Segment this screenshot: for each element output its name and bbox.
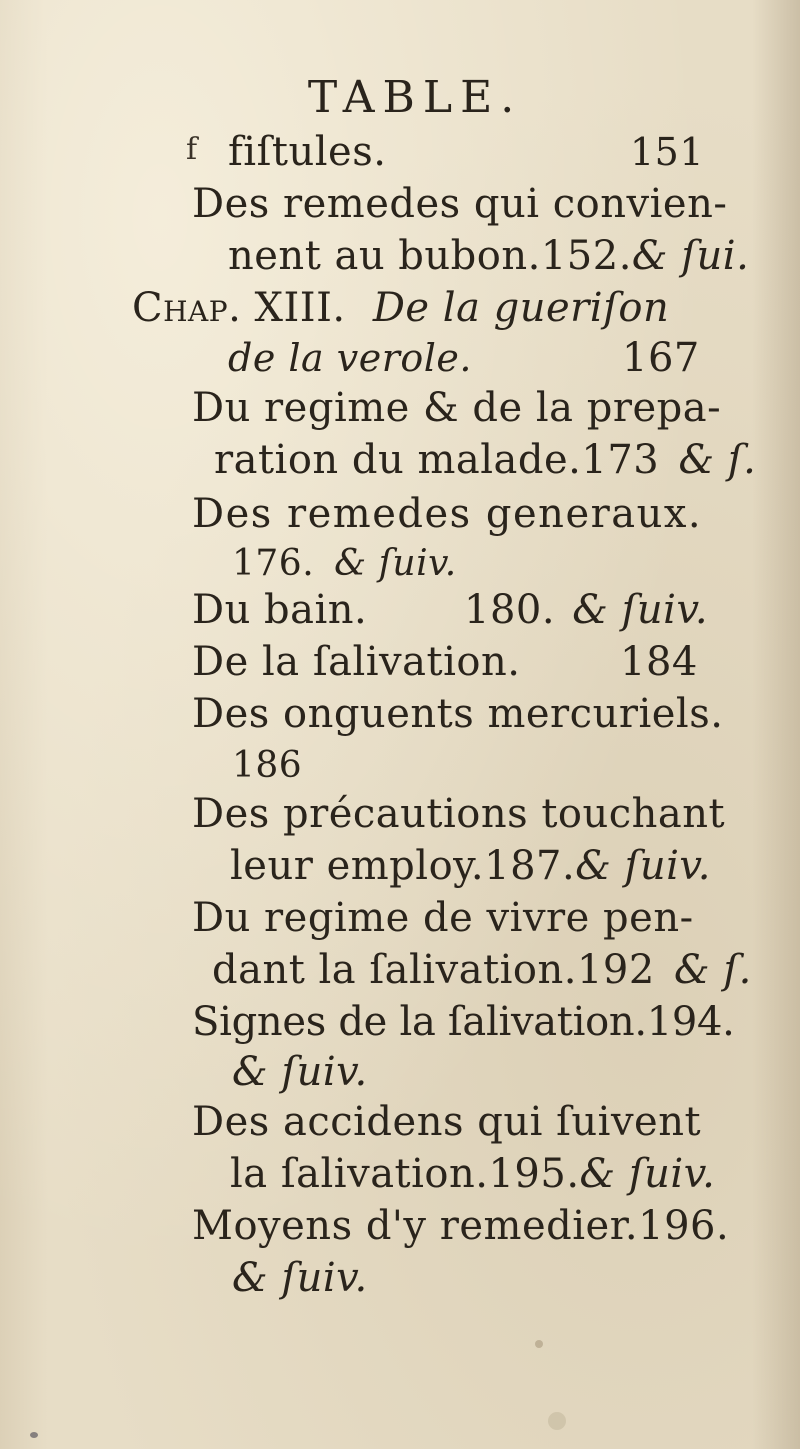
toc-line-21 bbox=[230, 1150, 715, 1198]
entry-text: fiſtules. bbox=[228, 129, 387, 175]
toc-line-2: Des remedes qui convien- bbox=[192, 181, 728, 227]
entry-suite: & ſ. bbox=[674, 947, 752, 993]
page-header: TABLE. bbox=[307, 72, 523, 123]
page-number-11: 184 bbox=[620, 639, 698, 685]
toc-line-3 bbox=[228, 232, 749, 280]
toc-chapter-heading bbox=[132, 284, 669, 332]
entry-suite: & ſuiv. bbox=[575, 843, 711, 889]
toc-line-9 bbox=[232, 540, 457, 588]
page-number-1: 151 bbox=[630, 130, 705, 174]
toc-line-13: 186 bbox=[232, 745, 303, 786]
entry-text: nent au bubon.152. bbox=[228, 233, 632, 279]
paper-stain bbox=[548, 1412, 566, 1430]
entry-text: ration du malade.173 bbox=[214, 437, 660, 483]
toc-line-10: Du bain. bbox=[192, 587, 368, 633]
entry-text: dant la ſalivation.192 bbox=[212, 947, 655, 993]
toc-line-22: Moyens d'y remedier.196. bbox=[192, 1203, 730, 1249]
toc-line-14: Des précautions touchant bbox=[192, 791, 726, 837]
toc-line-5: de la verole. bbox=[228, 336, 472, 380]
entry-text: la ſalivation.195. bbox=[230, 1151, 580, 1197]
toc-line-6: Du regime & de la prepa- bbox=[192, 385, 722, 431]
entry-text: leur employ.187. bbox=[230, 843, 576, 889]
paper-stain bbox=[535, 1340, 543, 1348]
entry-text: 176. bbox=[232, 543, 315, 584]
entry-suite: & ſuiv. bbox=[334, 543, 457, 584]
toc-line-12: Des onguents mercuriels. bbox=[192, 691, 724, 737]
toc-line-19: & ſuiv. bbox=[232, 1049, 368, 1095]
margin-mark: f bbox=[186, 132, 198, 167]
page-number-5: 167 bbox=[622, 335, 700, 381]
entry-suite: & ſuiv. bbox=[579, 1151, 716, 1197]
toc-line-1 bbox=[228, 128, 386, 176]
toc-line-7 bbox=[214, 436, 756, 484]
toc-line-15 bbox=[230, 842, 711, 890]
chapter-title: De la gueriſon bbox=[372, 285, 670, 331]
toc-line-23: & ſuiv. bbox=[232, 1255, 368, 1301]
entry-suite: & ſui. bbox=[631, 233, 750, 279]
chapter-label: Chap. XIII. bbox=[132, 285, 346, 331]
toc-line-8: Des remedes generaux. bbox=[192, 491, 703, 537]
toc-line-16: Du regime de vivre pen- bbox=[192, 895, 694, 941]
page-number: 180. bbox=[464, 587, 556, 633]
paper-stain bbox=[30, 1432, 38, 1438]
page-number-10 bbox=[464, 586, 708, 634]
toc-line-11: De la ſalivation. bbox=[192, 639, 521, 685]
toc-line-17 bbox=[212, 946, 752, 994]
entry-suite: & ſ. bbox=[678, 437, 757, 483]
entry-suite: & ſuiv. bbox=[572, 587, 709, 633]
toc-line-18: Signes de la ſalivation.194. bbox=[192, 999, 735, 1045]
toc-line-20: Des accidens qui ſuivent bbox=[192, 1099, 702, 1145]
